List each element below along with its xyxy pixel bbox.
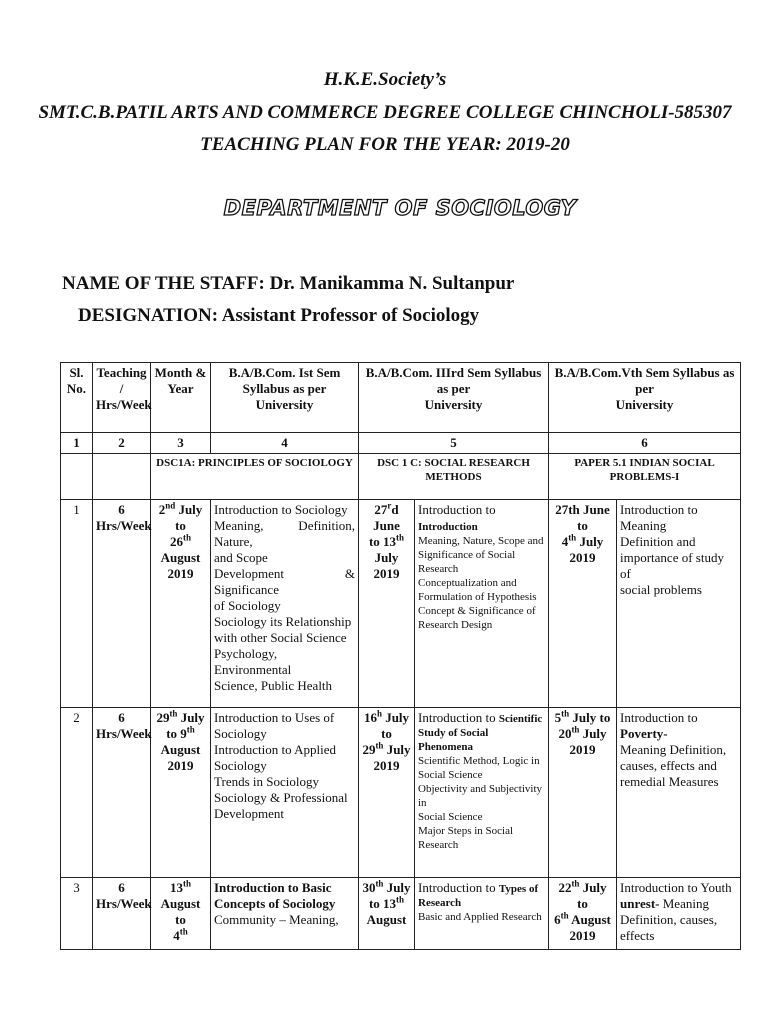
row-sem1-topics: Introduction to Basic Concepts of Sociology Community – Meaning, — [211, 878, 359, 950]
table-row — [61, 500, 741, 708]
header-month: Month & Year — [151, 363, 211, 433]
staff-name: NAME OF THE STAFF: Dr. Manikamma N. Sultanpur — [62, 273, 515, 294]
row-hours: 6 Hrs/Week — [93, 708, 151, 878]
row-sem1-topics: Introduction to Uses of Sociology Introduction to Applied Sociology Trends in Sociology Sociology & Professional Development — [211, 708, 359, 878]
header-sem3: B.A/B.Com. IIIrd Sem Syllabus as per University — [359, 363, 549, 433]
row-sem5-topics: Introduction to Youth unrest- Meaning Definition, causes, effects — [617, 878, 741, 950]
row-sl: 3 — [61, 878, 93, 950]
staff-designation: DESIGNATION: Assistant Professor of Sociology — [78, 305, 480, 326]
row-sem5-date: 5th July to 20th July 2019 — [549, 708, 617, 878]
row-sem5-topics: Introduction to Meaning Definition and importance of study of social problems — [617, 500, 741, 708]
col-number: 3 — [151, 433, 211, 454]
column-number-row — [61, 433, 741, 454]
header-row — [61, 363, 741, 433]
header-teaching: Teaching / Hrs/Week — [93, 363, 151, 433]
row-month: 2nd July to 26th August 2019 — [151, 500, 211, 708]
header-sem5: B.A/B.Com.Vth Sem Syllabus as per University — [549, 363, 741, 433]
row-sem3-date: 16$^h$ July to 29th July 2019 — [359, 708, 415, 878]
row-month: 29th July to 9th August 2019 — [151, 708, 211, 878]
paper-sem5: PAPER 5.1 INDIAN SOCIAL PROBLEMS-I — [549, 454, 741, 500]
table-row — [61, 878, 741, 950]
row-sem3-topics: Introduction to Scientific Study of Social Phenomena Scientific Method, Logic in Social Science Objectivity and Subjectivity in Social Science Major Steps in Social Research — [415, 708, 549, 878]
col-number: 6 — [549, 433, 741, 454]
paper-sem1: DSC1A: PRINCIPLES OF SOCIOLOGY — [151, 454, 359, 500]
plan-year: TEACHING PLAN FOR THE YEAR: 2019-20 — [200, 134, 570, 155]
department-title: DEPARTMENT OF SOCIOLOGY — [223, 196, 577, 220]
row-sem3-topics: Introduction to Types of Research Basic and Applied Research — [415, 878, 549, 950]
teaching-plan-table — [60, 362, 741, 950]
row-month: 13th August to 4th — [151, 878, 211, 950]
paper-row — [61, 454, 741, 500]
row-sem3-topics: Introduction to Introduction Meaning, Nature, Scope and Significance of Social Research Conceptualization and Formulation of Hypothesis Concept & Significance of Research Design — [415, 500, 549, 708]
col-number: 2 — [93, 433, 151, 454]
col-number: 5 — [359, 433, 549, 454]
header-sl: Sl. No. — [61, 363, 93, 433]
row-sem5-topics: Introduction to Poverty- Meaning Definition, causes, effects and remedial Measures — [617, 708, 741, 878]
paper-sem3: DSC 1 C: SOCIAL RESEARCH METHODS — [359, 454, 549, 500]
row-sl: 1 — [61, 500, 93, 708]
row-sl: 2 — [61, 708, 93, 878]
col-number: 1 — [61, 433, 93, 454]
row-sem5-date: 27th June to 4th July 2019 — [549, 500, 617, 708]
col-number: 4 — [211, 433, 359, 454]
row-hours: 6 Hrs/Week — [93, 500, 151, 708]
row-hours: 6 Hrs/Week — [93, 878, 151, 950]
society-name: H.K.E.Society’s — [323, 69, 447, 90]
header-sem1: B.A/B.Com. Ist Sem Syllabus as per University — [211, 363, 359, 433]
row-sem3-date: 27$^r$d June to 13th July 2019 — [359, 500, 415, 708]
row-sem1-topics: Introduction to Sociology Meaning, Definition, Nature, and Scope Development & Significance of Sociology Sociology its Relationship with other Social Science Psychology, Environmental Science, Public Health — [211, 500, 359, 708]
table-row — [61, 708, 741, 878]
college-name: SMT.C.B.PATIL ARTS AND COMMERCE DEGREE COLLEGE CHINCHOLI-585307 — [38, 102, 732, 123]
row-sem3-date: 30th July to 13th August — [359, 878, 415, 950]
row-sem5-date: 22th July to 6th August 2019 — [549, 878, 617, 950]
